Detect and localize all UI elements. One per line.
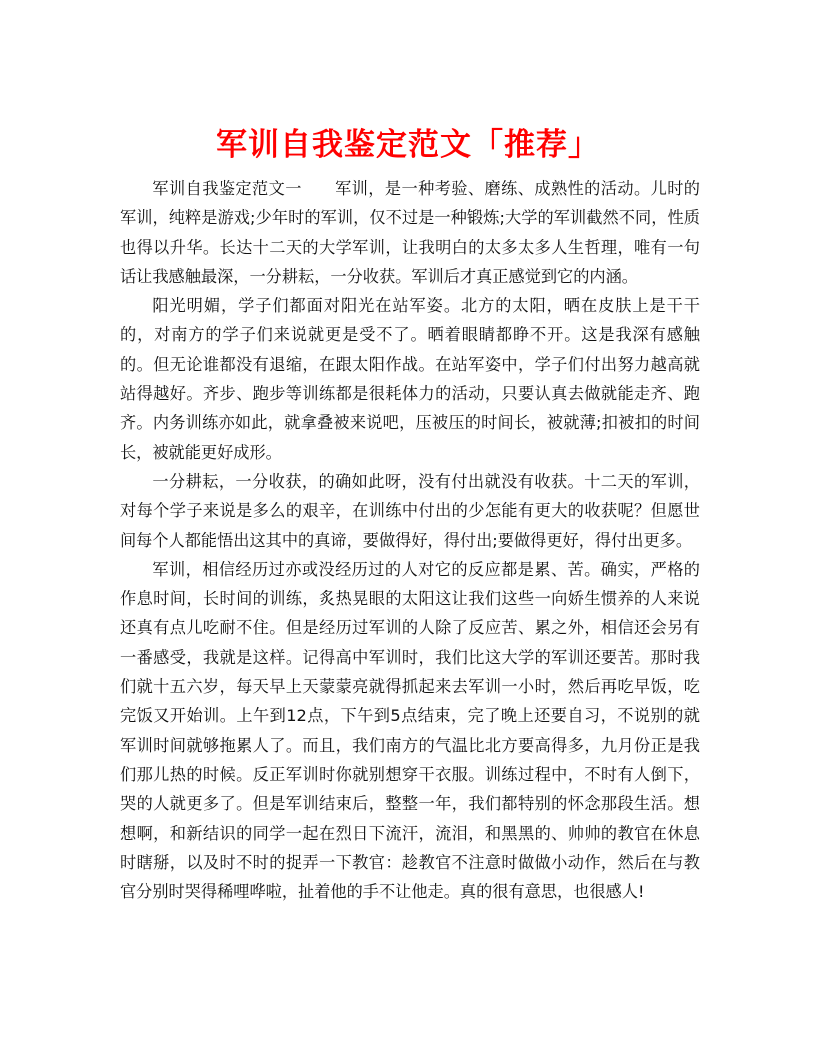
paragraph: 军训，相信经历过亦或没经历过的人对它的反应都是累、苦。确实，严格的作息时间，长时间的训练，炙热晃眼的太阳这让我们这些一向娇生惯养的人来说还真有点儿吃耐不住。但是经历过军训的人除了反应苦、累之外，相信还会另有一番感受，我就是这样。记得高中军训时，我们比这大学的军训还要苦。那时我们就十五六岁，每天早上天蒙蒙亮就得抓起来去军训一小时，然后再吃早饭，吃完饭又开始训。上午到12点，下午到5点结束，完了晚上还要自习，不说别的就军训时间就够拖累人了。而且，我们南方的气温比北方要高得多，九月份正是我们那儿热的时候。反正军训时你就别想穿干衣服。训练过程中，不时有人倒下，哭的人就更多了。但是军训结束后，整整一年，我们都特别的怀念那段生活。想想啊，和新结识的同学一起在烈日下流汗，流泪，和黑黑的、帅帅的教官在休息时瞎掰，以及时不时的捉弄一下教官：趁教官不注意时做做小动作，然后在与教官分别时哭得稀哩哗啦，扯着他的手不让他走。真的很有意思，也很感人!	[120, 559, 700, 902]
paragraph: 军训自我鉴定范文一 军训，是一种考验、磨练、成熟性的活动。儿时的军训，纯粹是游戏;少年时的军训，仅不过是一种锻炼;大学的军训截然不同，性质也得以升华。长达十二天的大学军训，让我明白的太多太多人生哲理，唯有一句话让我感触最深，一分耕耘，一分收获。军训后才真正感觉到它的内涵。	[120, 179, 700, 286]
document-title: 军训自我鉴定范文「推荐」	[216, 126, 600, 163]
paragraph: 一分耕耘，一分收获，的确如此呀，没有付出就没有收获。十二天的军训，对每个学子来说是多么的艰辛，在训练中付出的少怎能有更大的收获呢？但愿世间每个人都能悟出这其中的真谛，要做得好，得付出;要做得更好，得付出更多。	[120, 471, 700, 550]
document-body	[120, 174, 700, 906]
paragraph: 阳光明媚，学子们都面对阳光在站军姿。北方的太阳，晒在皮肤上是干干的，对南方的学子们来说就更是受不了。晒着眼睛都睁不开。这是我深有感触的。但无论谁都没有退缩，在跟太阳作战。在站军姿中，学子们付出努力越高就站得越好。齐步、跑步等训练都是很耗体力的活动，只要认真去做就能走齐、跑齐。内务训练亦如此，就拿叠被来说吧，压被压的时间长，被就薄;扣被扣的时间长，被就能更好成形。	[120, 296, 700, 462]
